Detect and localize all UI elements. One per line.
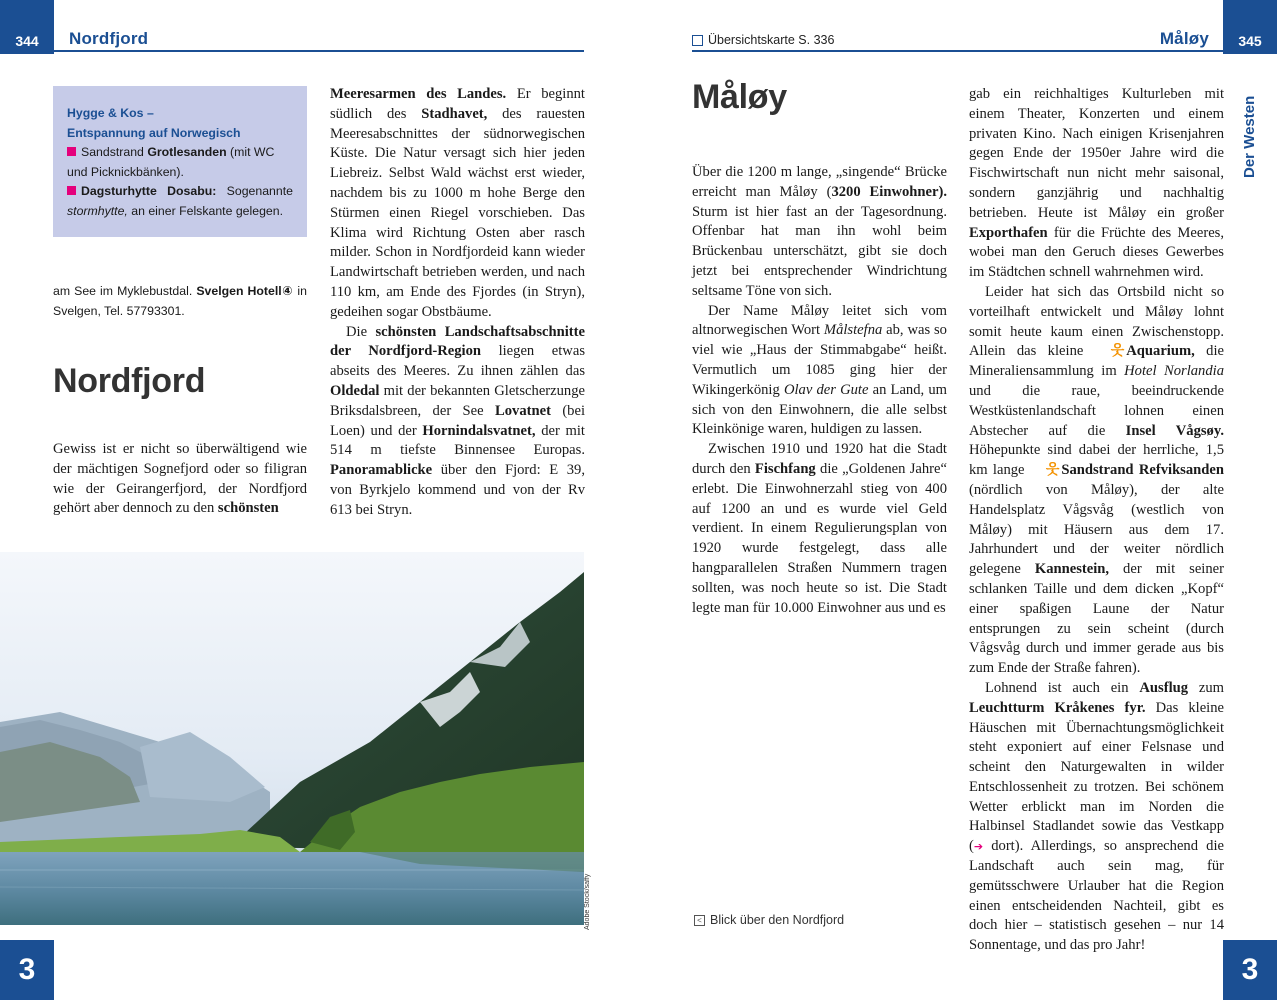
infobox-item-dosabu: Dagsturhytte Dosabu: Sogenannte stormhytte, an einer Felskante gelegen. <box>67 184 293 218</box>
right-page <box>639 0 1277 1000</box>
section-title-nordfjord: Nordfjord <box>53 362 206 400</box>
page-number-right: 345 <box>1223 0 1277 54</box>
page-number-left: 344 <box>0 0 54 54</box>
photo-caption: < Blick über den Nordfjord <box>694 913 844 927</box>
magenta-bullet-icon <box>67 186 76 195</box>
region-tab-label[interactable]: Der Westen <box>1241 95 1258 178</box>
header-rule-left <box>54 50 584 52</box>
right-column-1: Über die 1200 m lange, „singende“ Brücke erreicht man Måløy (3200 Einwohner). Sturm ist hier fast an der Tagesordnung. Offenbar hat man ihn wohl beim Brückenbau unterschätzt, gibt sie doch jetzt bei entsprechender Windrichtung seltsame Töne von sich. Der Name Måløy leitet sich vom altnorwegischen Wort Målstefna ab, was so viel wie „Haus der Stimmabgabe“ heißt. Vermutlich um 1085 ging hier der Wikingerkönig Olav der Gute an Land, um sich von den Einwohnern, die alle selbst Kleinkönige waren, huldigen zu lassen. Zwischen 1910 und 1920 hat die Stadt durch den Fischfang die „Goldenen Jahre“ erlebt. Die Einwohnerzahl stieg von 400 auf 1200 an und es wurde viel Geld verdient. In einem Regulierungsplan von 1920 wurde festgelegt, dass alle hangparallelen Straßen Nummern tragen sollten, was noch heute so ist. Die Stadt legte man für 10.000 Einwohner aus und es <box>692 164 947 616</box>
hotel-info: am See im Myklebustdal. Svelgen Hotell④ in Svelgen, Tel. 57793301. <box>53 284 307 318</box>
caption-pointer-icon: < <box>694 915 705 926</box>
header-rule-right <box>692 50 1224 52</box>
magenta-bullet-icon <box>67 147 76 156</box>
running-head-left: Nordfjord <box>69 29 149 48</box>
infobox-subtitle: Entspannung auf Norwegisch <box>67 125 241 140</box>
person-highlight-icon: 웃 <box>1045 462 1060 479</box>
chapter-tab-left[interactable]: 3 <box>0 940 54 1000</box>
section-title-maloy: Måløy <box>692 78 787 116</box>
infobox-title: Hygge & Kos – <box>67 106 154 120</box>
square-map-icon <box>692 35 703 46</box>
person-highlight-icon: 웃 <box>1110 343 1125 360</box>
infobox-hygge <box>53 86 307 237</box>
right-column-2: gab ein reichhaltiges Kulturleben mit einem Theater, Konzerten und einem privaten Kino. Nach einigen Krisenjahren gegen Ende der 1950er Jahre wird die Fischwirtschaft nun nicht mehr saisonal, sondern ganzjährig und nachhaltig betrieben. Heute ist Måløy ein großer Exporthafen für die Früchte des Meeres, wobei man den Geruch dieses Gewerbes im Städtchen schnell wahrnehmen wird. Leider hat sich das Ortsbild nicht so vorteilhaft entwickelt und Måløy lohnt somit heute kaum einen Zwischenstopp. Allein das kleine 웃 Aquarium, die Mineraliensammlung im Hotel Norlandia und die raue, beeindruckende Westküstenlandschaft lohnen einen Abstecher auf die Insel Vågsøy. Höhepunkte sind dabei der herrliche, 1,5 km lange 웃 Sandstrand Refviksanden (nördlich von Måløy), der alte Handelsplatz Vågsvåg (westlich von Måløy) mit Häusern aus dem 17. Jahrhundert und der weiter nördlich gelegene Kannestein, der mit seiner schlanken Taille und dem dicken „Kopf“ einer spaßigen Laune der Natur entsprungen zu sein scheint (durch Vågsvåg durch und immer gerade aus bis zum Ende der Straße fahren). Lohnend ist auch ein Ausflug zum Leuchtturm Kråkenes fyr. Das kleine Häuschen mit Übernachtungsmöglichkeit steht exponiert auf einer Felsnase und scheint den Naturgewalten in wilder Entschlossenheit zu trotzen. Bei schönem Wetter erblickt man im Norden die Halbinsel Stadlandet sowie das Vestkapp (➔ dort). Allerdings, so ansprechend die Landschaft auch sein mag, für gemütsschwere Urlauber hat die Region einen entscheidenden Nachteil, gibt es doch hier – statistisch gesehen – nur 14 Sonnentage, und das pro Jahr! <box>969 86 1225 954</box>
photo-credit: Adobe Stock/saffy <box>584 873 591 930</box>
arrow-right-icon[interactable]: ➔ <box>973 840 984 854</box>
infobox-item-grotlesanden: Sandstrand Grotlesanden (mit WC und Picknickbänken). <box>67 145 275 179</box>
left-column-1: Gewiss ist er nicht so überwältigend wie der mächtigen Sognefjord oder so filigran wie der Geirangerfjord, der Nordfjord gehört aber dennoch zu den schönsten <box>53 441 307 517</box>
left-column-2: Meeresarmen des Landes. Er beginnt südlich des Stadhavet, des rauesten Meeresabschnittes der südnorwegischen Küste. Die Natur versagt sich hier jeden Liebreiz. Selbst Wald wächst erst wieder, nachdem bis zu 1000 m hohe Berge den Stürmen einen Riegel vorschieben. Das Klima wird Richtung Osten aber rasch milder. Schon in Nordfjordeid kann wieder Landwirtschaft betrieben werden, und nach 110 km, am Ende des Fjordes (in Stryn), gedeihen sogar Obstbäume. Die schönsten Landschaftsabschnitte der Nordfjord-Region liegen etwas abseits des Meeres. Zu ihnen zählen das Oldedal mit der bekannten Gletscherzunge Briksdalsbreen, der See Lovatnet (bei Loen) und der Hornindalsvatnet, der mit 514 m tiefste Binnensee Europas. Panoramablicke über den Fjord: E 39, von Byrkjelo kommend und von der Rv 613 bei Stryn. <box>330 86 586 518</box>
fjord-photo <box>0 552 584 925</box>
left-page <box>0 0 638 1000</box>
chapter-tab-right[interactable]: 3 <box>1223 940 1277 1000</box>
running-head-right: Måløy <box>1159 29 1209 48</box>
map-reference[interactable]: Übersichtskarte S. 336 <box>692 33 834 47</box>
